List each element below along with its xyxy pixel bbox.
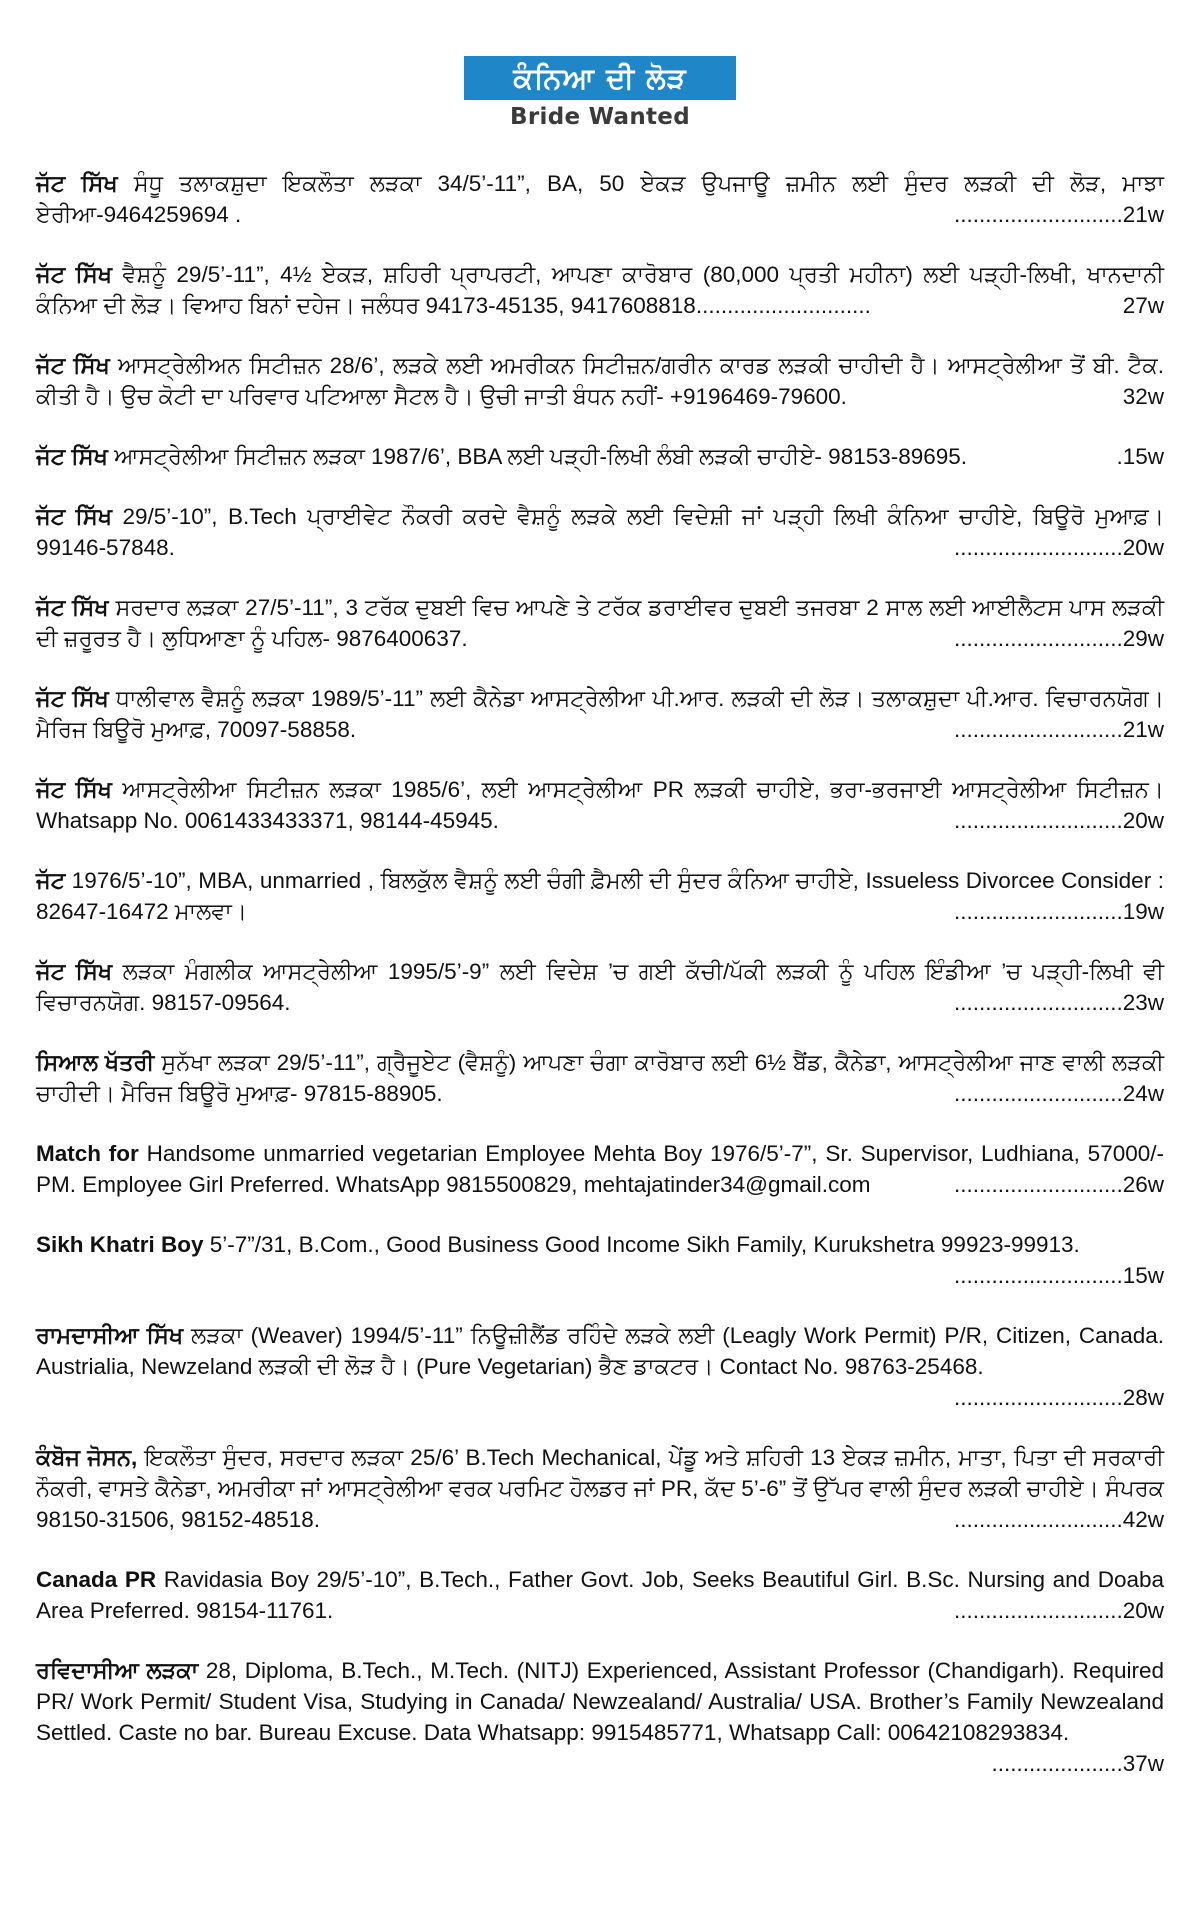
- classified-ad: [36, 774, 1164, 836]
- ad-body: ਵੈਸ਼ਨੂੰ 29/5’-11”, 4½ ਏਕੜ, ਸ਼ਹਿਰੀ ਪ੍ਰਾਪਰਟੀ, ਆਪਣਾ ਕਾਰੋਬਾਰ (80,000 ਪ੍ਰਤੀ ਮਹੀਨਾ) ਲਈ ਪੜ੍ਹੀ-ਲਿਖੀ, ਖਾਨਦਾਨੀ ਕੰਨਿਆ ਦੀ ਲੋੜ। ਵਿਆਹ ਬਿਨਾਂ ਦਹੇਜ। ਜਲੰਧਰ 94173-45135, 9417608818............................: [36, 262, 1164, 318]
- ad-body: ਆਸਟ੍ਰੇਲੀਅਨ ਸਿਟੀਜ਼ਨ 28/6’, ਲੜਕੇ ਲਈ ਅਮਰੀਕਨ ਸਿਟੀਜ਼ਨ/ਗਰੀਨ ਕਾਰਡ ਲੜਕੀ ਚਾਹੀਦੀ ਹੈ। ਆਸਟ੍ਰੇਲੀਆ ਤੋਂ ਬੀ. ਟੈਕ. ਕੀਤੀ ਹੈ। ਉਚ ਕੋਟੀ ਦਾ ਪਰਿਵਾਰ ਪਟਿਆਲਾ ਸੈਟਲ ਹੈ। ਉਚੀ ਜਾਤੀ ਬੰਧਨ ਨਹੀਂ- +9196469-79600.: [36, 353, 1164, 409]
- ad-body: Ravidasia Boy 29/5’-10”, B.Tech., Father Govt. Job, Seeks Beautiful Girl. B.Sc. Nursing and Doaba Area Preferred. 98154-11761.: [36, 1567, 1164, 1623]
- classified-ad: [36, 956, 1164, 1018]
- ad-word-count: ...........................29w: [953, 626, 1164, 651]
- ad-lead: ਜੱਟ ਸਿੱਖ: [36, 504, 113, 529]
- ad-body: ਲੜਕਾ (Weaver) 1994/5’-11” ਨਿਊਜ਼ੀਲੈਂਡ ਰਹਿੰਦੇ ਲੜਕੇ ਲਈ (Leagly Work Permit) P/R, Citizen, Canada. Austrialia, Newzeland ਲੜਕੀ ਦੀ ਲੋੜ ਹੈ। (Pure Vegetarian) ਭੈਣ ਡਾਕਟਰ। Contact No. 98763-25468.: [36, 1323, 1164, 1379]
- ad-lead: ਜੱਟ ਸਿੱਖ: [36, 171, 118, 196]
- classified-ad: [36, 1442, 1164, 1535]
- ad-body: ਲੜਕਾ ਮੰਗਲੀਕ ਆਸਟ੍ਰੇਲੀਆ 1995/5’-9” ਲਈ ਵਿਦੇਸ਼ ’ਚ ਗਈ ਕੱਚੀ/ਪੱਕੀ ਲੜਕੀ ਨੂੰ ਪਹਿਲ ਇੰਡੀਆ ’ਚ ਪੜ੍ਹੀ-ਲਿਖੀ ਵੀ ਵਿਚਾਰਨਯੋਗ. 98157-09564.: [36, 959, 1164, 1015]
- classified-ad: [36, 259, 1164, 321]
- ad-word-count: .....................37w: [991, 1751, 1164, 1776]
- section-header: [0, 56, 1200, 130]
- ad-lead: ਜੱਟ ਸਿੱਖ: [36, 595, 109, 620]
- ad-word-count: ...........................19w: [953, 899, 1164, 924]
- classified-ad: [36, 441, 1164, 472]
- classified-ad: [36, 168, 1164, 230]
- ad-lead: ਜੱਟ ਸਿੱਖ: [36, 777, 112, 802]
- ad-body: ਆਸਟ੍ਰੇਲੀਆ ਸਿਟੀਜ਼ਨ ਲੜਕਾ 1987/6’, BBA ਲਈ ਪੜ੍ਹੀ-ਲਿਖੀ ਲੰਬੀ ਲੜਕੀ ਚਾਹੀਏ- 98153-89695.: [107, 444, 968, 469]
- ad-lead: ਜੱਟ ਸਿੱਖ: [36, 444, 108, 469]
- ad-lead: Canada PR: [36, 1567, 157, 1592]
- ad-word-count: ...........................26w: [953, 1172, 1164, 1197]
- classified-ad: [36, 683, 1164, 745]
- ad-word-count: ...........................23w: [953, 990, 1164, 1015]
- ad-listings: [36, 168, 1164, 1808]
- ad-word-count: ...........................20w: [953, 1598, 1164, 1623]
- classified-ad: [36, 1655, 1164, 1779]
- ad-body: ਸੰਧੂ ਤਲਾਕਸ਼ੁਦਾ ਇਕਲੌਤਾ ਲੜਕਾ 34/5’-11”, BA, 50 ਏਕੜ ਉਪਜਾਊ ਜ਼ਮੀਨ ਲਈ ਸੁੰਦਰ ਲੜਕੀ ਦੀ ਲੋੜ, ਮਾਝਾ ਏਰੀਆ-9464259694 .: [36, 171, 1164, 227]
- ad-word-count: ...........................28w: [953, 1385, 1164, 1410]
- classified-ad: [36, 501, 1164, 563]
- ad-word-count: ...........................21w: [953, 717, 1164, 742]
- ad-lead: Match for: [36, 1141, 139, 1166]
- classified-ad: [36, 865, 1164, 927]
- ad-word-count: 27w: [1122, 293, 1164, 318]
- ad-lead: ਜੱਟ ਸਿੱਖ: [36, 686, 109, 711]
- section-subtitle: Bride Wanted: [510, 104, 690, 130]
- ad-word-count: .15w: [1116, 444, 1164, 469]
- ad-body: Handsome unmarried vegetarian Employee Mehta Boy 1976/5’-7”, Sr. Supervisor, Ludhiana, 57000/- PM. Employee Girl Preferred. WhatsApp 9815500829, mehtajatinder34@gmail.com: [36, 1141, 1164, 1197]
- classified-ad: [36, 1047, 1164, 1109]
- ad-word-count: ...........................21w: [953, 202, 1164, 227]
- ad-word-count: ...........................42w: [953, 1507, 1164, 1532]
- ad-lead: ਰਾਮਦਾਸੀਆ ਸਿੱਖ: [36, 1323, 184, 1348]
- classified-ad: [36, 1138, 1164, 1200]
- ad-lead: ਜੱਟ ਸਿੱਖ: [36, 262, 112, 287]
- classified-ad: [36, 1564, 1164, 1626]
- section-title-banner: ਕੰਨਿਆ ਦੀ ਲੋੜ: [464, 56, 736, 100]
- ad-lead: ਕੰਬੋਜ ਜੋਸਨ,: [36, 1445, 138, 1470]
- ad-body: 5’-7”/31, B.Com., Good Business Good Income Sikh Family, Kurukshetra 99923-99913.: [203, 1232, 1080, 1257]
- classified-ad: [36, 1229, 1164, 1291]
- classified-ad: [36, 592, 1164, 654]
- ad-word-count: ...........................20w: [953, 808, 1164, 833]
- ad-body: ਇਕਲੌਤਾ ਸੁੰਦਰ, ਸਰਦਾਰ ਲੜਕਾ 25/6’ B.Tech Mechanical, ਪੇਂਡੂ ਅਤੇ ਸ਼ਹਿਰੀ 13 ਏਕੜ ਜ਼ਮੀਨ, ਮਾਤਾ, ਪਿਤਾ ਦੀ ਸਰਕਾਰੀ ਨੌਕਰੀ, ਵਾਸਤੇ ਕੈਨੇਡਾ, ਅਮਰੀਕਾ ਜਾਂ ਆਸਟ੍ਰੇਲੀਆ ਵਰਕ ਪਰਮਿਟ ਹੋਲਡਰ ਜਾਂ PR, ਕੱਦ 5’-6” ਤੋਂ ਉੱਪਰ ਵਾਲੀ ਸੁੰਦਰ ਲੜਕੀ ਚਾਹੀਏ। ਸੰਪਰਕ 98150-31506, 98152-48518.: [36, 1445, 1164, 1532]
- ad-word-count: ...........................24w: [953, 1081, 1164, 1106]
- classified-ad: [36, 1320, 1164, 1413]
- ad-lead: ਜੱਟ ਸਿੱਖ: [36, 959, 113, 984]
- ad-body: 29/5’-10”, B.Tech ਪ੍ਰਾਈਵੇਟ ਨੌਕਰੀ ਕਰਦੇ ਵੈਸ਼ਨੂੰ ਲੜਕੇ ਲਈ ਵਿਦੇਸ਼ੀ ਜਾਂ ਪੜ੍ਹੀ ਲਿਖੀ ਕੰਨਿਆ ਚਾਹੀਏ, ਬਿਊਰੋ ਮੁਆਫ਼। 99146-57848.: [36, 504, 1164, 560]
- ad-word-count: ...........................15w: [953, 1263, 1164, 1288]
- ad-body: ਸਰਦਾਰ ਲੜਕਾ 27/5’-11”, 3 ਟਰੱਕ ਦੁਬਈ ਵਿਚ ਆਪਣੇ ਤੇ ਟਰੱਕ ਡਰਾਈਵਰ ਦੁਬਈ ਤਜਰਬਾ 2 ਸਾਲ ਲਈ ਆਈਲੈਟਸ ਪਾਸ ਲੜਕੀ ਦੀ ਜ਼ਰੂਰਤ ਹੈ। ਲੁਧਿਆਣਾ ਨੂੰ ਪਹਿਲ- 9876400637.: [36, 595, 1164, 651]
- ad-body: ਸੁਨੱਖਾ ਲੜਕਾ 29/5’-11”, ਗ੍ਰੈਜੂਏਟ (ਵੈਸ਼ਨੂੰ) ਆਪਣਾ ਚੰਗਾ ਕਾਰੋਬਾਰ ਲਈ 6½ ਬੈਂਡ, ਕੈਨੇਡਾ, ਆਸਟ੍ਰੇਲੀਆ ਜਾਣ ਵਾਲੀ ਲੜਕੀ ਚਾਹੀਦੀ। ਮੈਰਿਜ ਬਿਊਰੋ ਮੁਆਫ਼- 97815-88905.: [36, 1050, 1165, 1106]
- classified-ad: [36, 350, 1164, 412]
- ad-lead: ਜੱਟ: [36, 868, 66, 893]
- ad-body: ਆਸਟ੍ਰੇਲੀਆ ਸਿਟੀਜ਼ਨ ਲੜਕਾ 1985/6’, ਲਈ ਆਸਟ੍ਰੇਲੀਆ PR ਲੜਕੀ ਚਾਹੀਏ, ਭਰਾ-ਭਰਜਾਈ ਆਸਟ੍ਰੇਲੀਆ ਸਿਟੀਜ਼ਨ। Whatsapp No. 0061433433371, 98144-45945.: [36, 777, 1164, 833]
- ad-lead: Sikh Khatri Boy: [36, 1232, 204, 1257]
- ad-body: ਧਾਲੀਵਾਲ ਵੈਸ਼ਨੂੰ ਲੜਕਾ 1989/5’-11” ਲਈ ਕੈਨੇਡਾ ਆਸਟ੍ਰੇਲੀਆ ਪੀ.ਆਰ. ਲੜਕੀ ਦੀ ਲੋੜ। ਤਲਾਕਸ਼ੁਦਾ ਪੀ.ਆਰ. ਵਿਚਾਰਨਯੋਗ। ਮੈਰਿਜ ਬਿਊਰੋ ਮੁਆਫ਼, 70097-58858.: [36, 686, 1164, 742]
- ad-word-count: ...........................20w: [953, 535, 1164, 560]
- ad-lead: ਜੱਟ ਸਿੱਖ: [36, 353, 110, 378]
- ad-word-count: 32w: [1122, 384, 1164, 409]
- ad-lead: ਰਵਿਦਾਸੀਆ ਲੜਕਾ: [36, 1658, 199, 1683]
- ad-lead: ਸਿਆਲ ਖੱਤਰੀ: [36, 1050, 155, 1075]
- ad-body: 28, Diploma, B.Tech., M.Tech. (NITJ) Experienced, Assistant Professor (Chandigarh). Required PR/ Work Permit/ Student Visa, Studying in Canada/ Newzealand/ Australia/ USA. Brother’s Family Newzealand Settled. Caste no bar. Bureau Excuse. Data Whatsapp: 9915485771, Whatsapp Call: 00642108293834.: [36, 1658, 1164, 1745]
- ad-body: 1976/5’-10”, MBA, unmarried , ਬਿਲਕੁੱਲ ਵੈਸ਼ਨੂੰ ਲਈ ਚੰਗੀ ਫ਼ੈਮਲੀ ਦੀ ਸੁੰਦਰ ਕੰਨਿਆ ਚਾਹੀਏ, Issueless Divorcee Consider : 82647-16472 ਮਾਲਵਾ।: [36, 868, 1164, 924]
